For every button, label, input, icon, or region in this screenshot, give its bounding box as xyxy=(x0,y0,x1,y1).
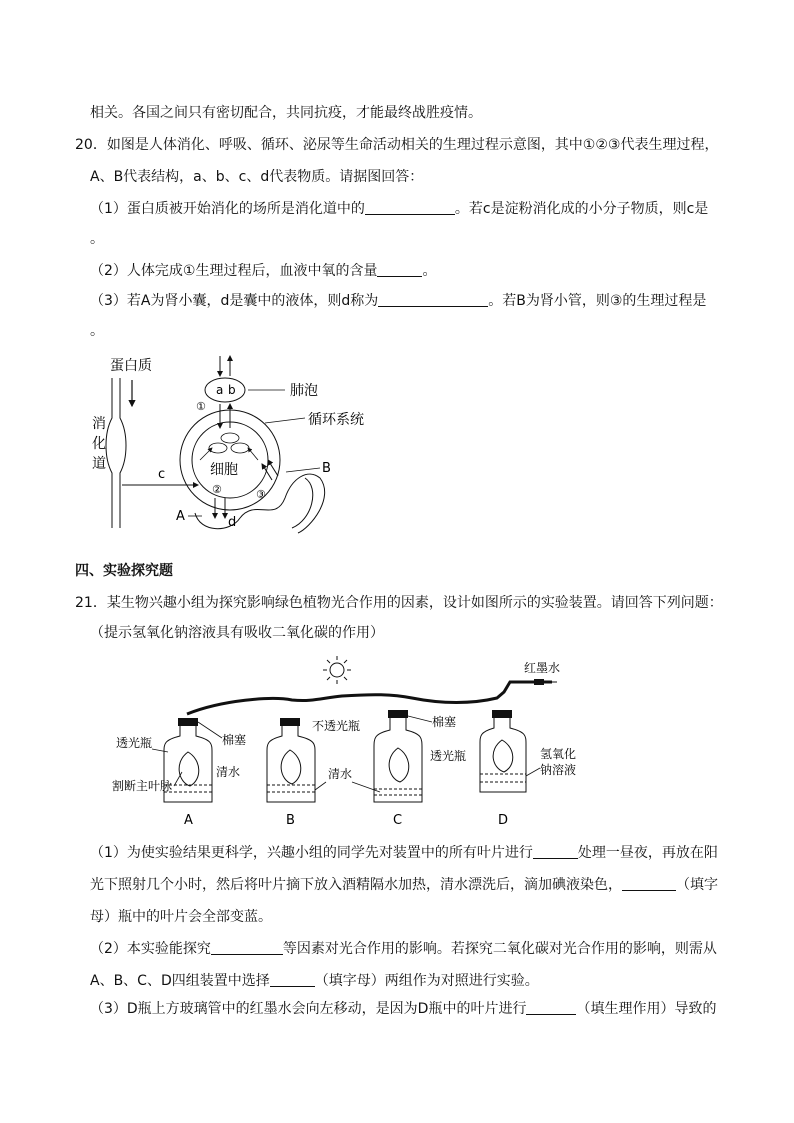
q20-stem xyxy=(75,136,718,154)
connecting-tube xyxy=(187,682,552,714)
sun-icon xyxy=(323,656,351,684)
bottle-label: B xyxy=(286,813,295,828)
text: 母）瓶中的叶片会全部变蓝。 xyxy=(90,909,272,925)
label-a: a xyxy=(216,383,224,397)
answer-blank[interactable] xyxy=(211,940,283,955)
q20-part1-cont xyxy=(90,230,104,248)
answer-blank[interactable] xyxy=(533,844,578,859)
physiology-diagram xyxy=(80,348,370,538)
bottle-label: D xyxy=(498,813,509,828)
text-line xyxy=(90,104,482,122)
naoh-label: 氢氧化 xyxy=(540,747,577,761)
answer-blank[interactable] xyxy=(622,876,676,891)
q21-part1-cont xyxy=(90,908,272,926)
bottle-C xyxy=(374,710,422,828)
bottle-label: C xyxy=(393,813,403,828)
answer-blank[interactable] xyxy=(270,972,315,987)
process-2: ② xyxy=(212,483,222,496)
q20-part1 xyxy=(90,200,708,218)
nephron-tube-inner xyxy=(292,478,313,528)
label-c: c xyxy=(158,467,166,482)
tract-label: 道 xyxy=(92,456,106,472)
leader-line xyxy=(286,468,320,472)
opaque-bottle-label: 不透光瓶 xyxy=(312,719,361,733)
tract-wall-right xyxy=(120,378,126,528)
text: （3）若A为肾小囊，d是囊中的液体，则d称为 xyxy=(90,293,379,309)
text: A、B、C、D四组装置中选择 xyxy=(90,973,270,989)
naoh-label: 钠溶液 xyxy=(540,763,577,777)
q21-part3 xyxy=(90,1000,716,1018)
answer-blank[interactable] xyxy=(526,1000,576,1015)
tract-wall-left xyxy=(106,378,112,528)
leader-line xyxy=(265,418,305,423)
text: （1）为使实验结果更科学，兴趣小组的同学先对装置中的所有叶片进行 xyxy=(90,845,533,861)
q21-part1 xyxy=(90,844,718,862)
text: （填字母）两组作为对照进行实验。 xyxy=(314,973,539,989)
q20-part3-cont xyxy=(90,322,104,340)
text: 相关。各国之间只有密切配合，共同抗疫，才能最终战胜疫情。 xyxy=(90,105,482,121)
text: （1）蛋白质被开始消化的场所是消化道中的 xyxy=(90,201,365,217)
q21-stem xyxy=(90,624,384,642)
process-3: ③ xyxy=(256,488,266,501)
red-ink-label: 红墨水 xyxy=(524,661,561,675)
bottle-D xyxy=(480,710,526,828)
text: 。若c是淀粉消化成的小分子物质，则c是 xyxy=(454,201,709,217)
text: A、B代表结构，a、b、c、d代表物质。请据图回答： xyxy=(90,169,424,185)
text: 四、实验探究题 xyxy=(75,563,173,579)
text: 21．某生物兴趣小组为探究影响绿色植物光合作用的因素，设计如图所示的实验装置。请回答下列问题： xyxy=(75,595,723,611)
answer-blank[interactable] xyxy=(377,262,422,277)
section-heading xyxy=(75,562,173,580)
tract-label: 消 xyxy=(92,416,106,432)
label-d: d xyxy=(228,515,237,530)
bottle-B xyxy=(267,718,315,828)
protein-label: 蛋白质 xyxy=(110,358,152,374)
q20-stem xyxy=(90,168,423,186)
label-b: b xyxy=(228,383,236,397)
text: （填生理作用）导致的 xyxy=(576,1001,717,1017)
text: 。 xyxy=(90,323,104,339)
clear-bottle-label: 透光瓶 xyxy=(430,749,467,763)
text: 20．如图是人体消化、呼吸、循环、泌尿等生命活动相关的生理过程示意图，其中①②③代表生理过程， xyxy=(75,137,719,153)
text: 。若B为肾小管，则③的生理过程是 xyxy=(488,293,707,309)
arrow xyxy=(268,460,278,476)
answer-blank[interactable] xyxy=(365,200,455,215)
text: （提示氢氧化钠溶液具有吸收二氧化碳的作用） xyxy=(90,625,384,641)
tract-label: 化 xyxy=(92,436,106,452)
alveoli-shape xyxy=(205,378,245,402)
circulation-label: 循环系统 xyxy=(308,412,364,428)
text: 。 xyxy=(90,231,104,247)
cell-shape xyxy=(231,443,249,453)
label-B: B xyxy=(322,461,331,476)
text: （2）本实验能探究 xyxy=(90,941,211,957)
text: （3）D瓶上方玻璃管中的红墨水会向左移动，是因为D瓶中的叶片进行 xyxy=(90,1001,527,1017)
q20-part3 xyxy=(90,292,706,310)
q21-stem xyxy=(75,594,723,612)
cotton-label: 棉塞 xyxy=(432,715,457,729)
text: 处理一昼夜，再放在阳 xyxy=(577,845,718,861)
cell-shape xyxy=(221,433,239,443)
bottle-label: A xyxy=(184,813,193,828)
clear-bottle-label: 透光瓶 xyxy=(116,736,153,750)
text: （填字 xyxy=(676,877,718,893)
text: （2）人体完成①生理过程后，血液中氧的含量 xyxy=(90,263,378,279)
experiment-diagram xyxy=(112,652,582,832)
alveoli-label: 肺泡 xyxy=(290,383,318,399)
label-A: A xyxy=(176,509,185,524)
q20-part2 xyxy=(90,262,436,280)
bottle-A xyxy=(164,718,212,828)
q21-part1-cont xyxy=(90,876,718,894)
water-label: 清水 xyxy=(328,767,353,781)
text: 光下照射几个小时，然后将叶片摘下放入酒精隔水加热，清水漂洗后，滴加碘液染色， xyxy=(90,877,622,893)
text: 等因素对光合作用的影响。若探究二氧化碳对光合作用的影响，则需从 xyxy=(282,941,717,957)
arrow xyxy=(200,448,212,460)
q21-part2-cont xyxy=(90,972,539,990)
text: 。 xyxy=(422,263,437,279)
water-label: 清水 xyxy=(216,765,241,779)
q21-part2 xyxy=(90,940,717,958)
answer-blank[interactable] xyxy=(378,292,488,307)
arrow xyxy=(248,448,258,460)
cell-label: 细胞 xyxy=(210,462,238,478)
process-1: ① xyxy=(196,400,206,413)
cotton-label: 棉塞 xyxy=(222,733,247,747)
red-ink-drop xyxy=(534,679,544,685)
cut-vein-label: 割断主叶脉 xyxy=(112,779,173,793)
